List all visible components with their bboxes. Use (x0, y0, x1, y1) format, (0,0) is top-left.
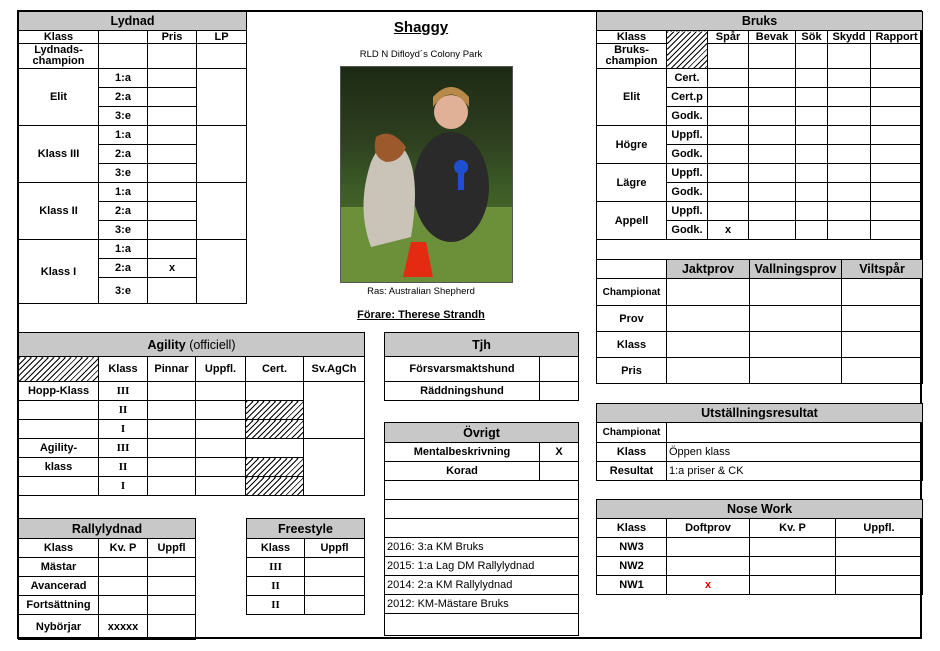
row-level: II (247, 596, 305, 615)
agility-klass-label: Agility- (19, 439, 99, 458)
lydnad-table (18, 11, 247, 304)
group-elit: Elit (19, 69, 99, 126)
lydnad-champion: Lydnads-champion (19, 44, 99, 69)
mark (148, 145, 197, 164)
bruks-title: Bruks (597, 12, 923, 31)
level: III (99, 382, 148, 401)
dog-photo (340, 66, 513, 283)
group-appell: Appell (597, 202, 667, 240)
mark (148, 69, 197, 88)
resultat-value: 1:a priser & CK (667, 462, 923, 481)
col-klass: Klass (99, 357, 148, 382)
level: Godk. (667, 107, 708, 126)
level: II (99, 401, 148, 420)
agility-title-rest: (officiell) (189, 337, 236, 352)
row-level: II (247, 577, 305, 596)
group-klass1: Klass I (19, 240, 99, 304)
col-cert: Cert. (246, 357, 304, 382)
mark (148, 202, 197, 221)
place: 1:a (99, 183, 148, 202)
mark (708, 107, 749, 126)
row-nw2: NW2 (597, 557, 667, 576)
agility-title-bold: Agility (147, 337, 186, 352)
hatch-cell (246, 477, 304, 496)
place: 2:a (99, 145, 148, 164)
group-lagre: Lägre (597, 164, 667, 202)
level: Uppfl. (667, 164, 708, 183)
mark (708, 164, 749, 183)
mark (148, 107, 197, 126)
col-blank (99, 31, 148, 44)
row-resultat: Resultat (597, 462, 667, 481)
note: 2016: 3:a KM Bruks (385, 538, 579, 557)
doft-value (667, 538, 750, 557)
row-klass: Klass (597, 443, 667, 462)
level: II (99, 458, 148, 477)
place: 2:a (99, 88, 148, 107)
mark (708, 88, 749, 107)
level: Cert. (667, 69, 708, 88)
hatch-cell (246, 401, 304, 420)
col-uppfl: Uppfl (305, 539, 365, 558)
row-fortsattning: Fortsättning (19, 596, 99, 615)
bruks-table (596, 11, 923, 260)
col-klass: Klass (597, 519, 667, 538)
championat-value (667, 423, 923, 443)
note: 2014: 2:a KM Rallylydnad (385, 576, 579, 595)
hatch-cell (667, 31, 708, 69)
freestyle-title: Freestyle (247, 519, 365, 539)
ovrigt-table (384, 422, 579, 636)
row-nw3: NW3 (597, 538, 667, 557)
dog-name: Shaggy (393, 19, 449, 36)
col-pinnar: Pinnar (148, 357, 196, 382)
handler: Förare: Therese Strandh (357, 309, 485, 321)
col-svagch: Sv.AgCh (304, 357, 365, 382)
col-kvp: Kv. P (99, 539, 148, 558)
nosework-table (596, 499, 923, 595)
col-sok: Sök (796, 31, 828, 44)
mark (148, 240, 197, 259)
note: 2015: 1:a Lag DM Rallylydnad (385, 557, 579, 576)
col-lp: LP (197, 31, 247, 44)
group-klass2: Klass II (19, 183, 99, 240)
mark (148, 126, 197, 145)
mark (708, 202, 749, 221)
group-hogre: Högre (597, 126, 667, 164)
col-spar: Spår (708, 31, 749, 44)
tjh-title: Tjh (385, 333, 579, 357)
level: Cert.p (667, 88, 708, 107)
group-elit: Elit (597, 69, 667, 126)
place: 2:a (99, 259, 148, 278)
kv-value (99, 577, 148, 596)
mark (148, 164, 197, 183)
row-mastar: Mästar (19, 558, 99, 577)
level: Godk. (667, 221, 708, 240)
registered-name: RLD N Difloyd´s Colony Park (359, 49, 483, 60)
col-klass: Klass (19, 539, 99, 558)
group-klass3: Klass III (19, 126, 99, 183)
level: I (99, 477, 148, 496)
doft-value (667, 557, 750, 576)
place: 1:a (99, 240, 148, 259)
row-pris: Pris (597, 358, 667, 384)
freestyle-table (246, 518, 365, 615)
note: 2012: KM-Mästare Bruks (385, 595, 579, 614)
mark (148, 88, 197, 107)
klass-value: Öppen klass (667, 443, 923, 462)
ovrigt-title: Övrigt (385, 423, 579, 443)
level: Godk. (667, 145, 708, 164)
kv-value (99, 596, 148, 615)
place: 2:a (99, 202, 148, 221)
row-prov: Prov (597, 306, 667, 332)
jakt-table (596, 259, 923, 384)
col-uppfl: Uppfl. (836, 519, 923, 538)
row-korad: Korad (385, 462, 540, 481)
row-avancerad: Avancerad (19, 577, 99, 596)
col-skydd: Skydd (828, 31, 871, 44)
row-forsvarsmaktshund: Försvarsmaktshund (385, 357, 540, 382)
mentalbeskrivning-value: X (540, 443, 579, 462)
row-mentalbeskrivning: Mentalbeskrivning (385, 443, 540, 462)
row-klass: Klass (597, 332, 667, 358)
row-raddningshund: Räddningshund (385, 382, 540, 401)
row-level: III (247, 558, 305, 577)
tjh-table (384, 332, 579, 401)
level: III (99, 439, 148, 458)
mark: x (148, 259, 197, 278)
place: 3:e (99, 107, 148, 126)
mark (708, 126, 749, 145)
utstallning-title: Utställningsresultat (597, 404, 923, 423)
utstallning-table (596, 403, 923, 481)
hatch-cell (246, 458, 304, 477)
row-nyborjar: Nybörjar (19, 615, 99, 640)
col-klass: Klass (597, 31, 667, 44)
mark (708, 145, 749, 164)
mark (148, 221, 197, 240)
col-viltspar: Viltspår (842, 260, 923, 279)
hatch-cell (246, 420, 304, 439)
col-vallningsprov: Vallningsprov (750, 260, 842, 279)
rally-title: Rallylydnad (19, 519, 196, 539)
rally-table (18, 518, 196, 640)
kv-value (99, 558, 148, 577)
agility-table (18, 332, 365, 496)
col-uppfl: Uppfl. (196, 357, 246, 382)
col-pris: Pris (148, 31, 197, 44)
agility-klass-label2: klass (19, 458, 99, 477)
level: Uppfl. (667, 126, 708, 145)
agility-title (19, 333, 365, 357)
col-rapport: Rapport (871, 31, 923, 44)
col-jaktprov: Jaktprov (667, 260, 750, 279)
row-nw1: NW1 (597, 576, 667, 595)
col-klass: Klass (247, 539, 305, 558)
place: 3:e (99, 278, 148, 304)
col-klass: Klass (19, 31, 99, 44)
col-uppfl: Uppfl (148, 539, 196, 558)
lydnad-title: Lydnad (19, 12, 247, 31)
place: 1:a (99, 69, 148, 88)
hopp-klass: Hopp-Klass (19, 382, 99, 401)
row-championat: Championat (597, 423, 667, 443)
mark: x (708, 221, 749, 240)
mark (148, 278, 197, 304)
bruks-champion: Bruks-champion (597, 44, 667, 69)
doft-value: x (667, 576, 750, 595)
col-kvp: Kv. P (750, 519, 836, 538)
col-doftprov: Doftprov (667, 519, 750, 538)
hatch-cell (19, 357, 99, 382)
mark (708, 69, 749, 88)
level: I (99, 420, 148, 439)
level: Godk. (667, 183, 708, 202)
breed: Ras: Australian Shepherd (367, 286, 475, 297)
level: Uppfl. (667, 202, 708, 221)
place: 3:e (99, 164, 148, 183)
row-championat: Championat (597, 279, 667, 306)
place: 3:e (99, 221, 148, 240)
kv-value: xxxxx (99, 615, 148, 640)
mark (148, 183, 197, 202)
mark (708, 183, 749, 202)
nosework-title: Nose Work (597, 500, 923, 519)
place: 1:a (99, 126, 148, 145)
col-bevak: Bevak (749, 31, 796, 44)
korad-value (540, 462, 579, 481)
